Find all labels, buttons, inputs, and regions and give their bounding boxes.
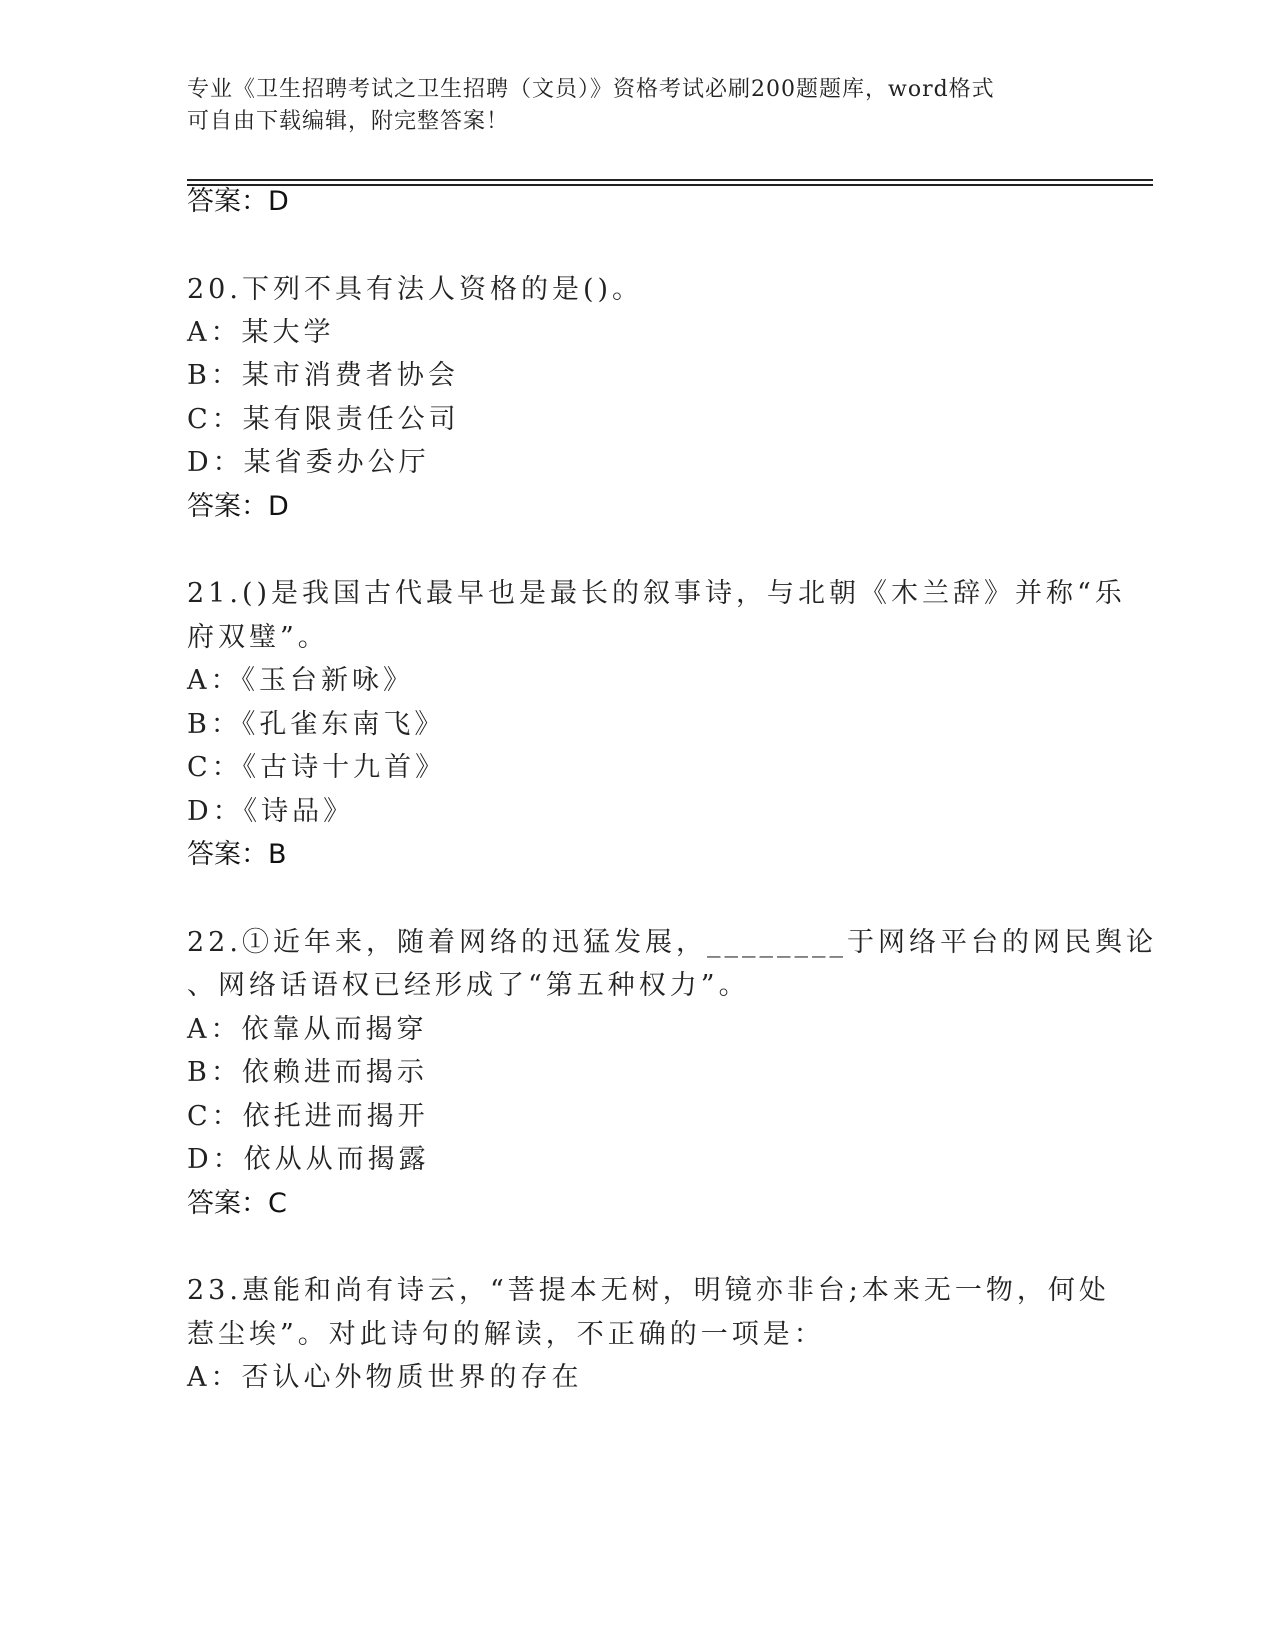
document-header bbox=[187, 74, 1067, 138]
question-21-option-a: A：《玉台新咏》 bbox=[187, 665, 414, 696]
question-21-option-d: D：《诗品》 bbox=[187, 796, 355, 827]
question-20-option-b: B：某市消费者协会 bbox=[187, 360, 459, 391]
question-22-option-a: A：依靠从而揭穿 bbox=[187, 1014, 428, 1045]
question-21-text-line-2: 府双璧”。 bbox=[187, 622, 329, 653]
question-20-option-c: C：某有限责任公司 bbox=[187, 404, 460, 435]
question-20-option-d: D：某省委办公厅 bbox=[187, 447, 430, 478]
question-22-text-line-2: 、网络话语权已经形成了“第五种权力”。 bbox=[187, 970, 750, 1001]
header-divider-bottom bbox=[187, 184, 1153, 186]
header-line-2: 可自由下载编辑，附完整答案！ bbox=[187, 109, 510, 134]
header-line-1: 专业《卫生招聘考试之卫生招聘（文员）》资格考试必刷200题题库，word格式 bbox=[187, 77, 995, 102]
question-20-option-a: A：某大学 bbox=[187, 317, 335, 348]
question-23-text-line-1: 23.惠能和尚有诗云，“菩提本无树，明镜亦非台;本来无一物，何处 bbox=[187, 1275, 1110, 1306]
question-21-answer: 答案：B bbox=[187, 839, 287, 870]
header-divider-top bbox=[187, 179, 1153, 181]
question-23-option-a: A：否认心外物质世界的存在 bbox=[187, 1362, 583, 1393]
previous-answer: 答案：D bbox=[187, 186, 289, 217]
question-22-option-b: B：依赖进而揭示 bbox=[187, 1057, 428, 1088]
question-21-option-b: B：《孔雀东南飞》 bbox=[187, 709, 446, 740]
question-20-text: 20.下列不具有法人资格的是()。 bbox=[187, 274, 644, 305]
question-22-option-c: C：依托进而揭开 bbox=[187, 1101, 429, 1132]
question-21-option-c: C：《古诗十九首》 bbox=[187, 752, 447, 783]
question-22-option-d: D：依从从而揭露 bbox=[187, 1144, 430, 1175]
question-22-text-line-1: 22.①近年来，随着网络的迅猛发展，________于网络平台的网民舆论 bbox=[187, 927, 1157, 958]
question-23-text-line-2: 惹尘埃”。对此诗句的解读，不正确的一项是： bbox=[187, 1319, 825, 1350]
question-20-answer: 答案：D bbox=[187, 491, 289, 522]
question-22-answer: 答案：C bbox=[187, 1188, 287, 1219]
question-21-text-line-1: 21.()是我国古代最早也是最长的叙事诗，与北朝《木兰辞》并称“乐 bbox=[187, 578, 1126, 609]
